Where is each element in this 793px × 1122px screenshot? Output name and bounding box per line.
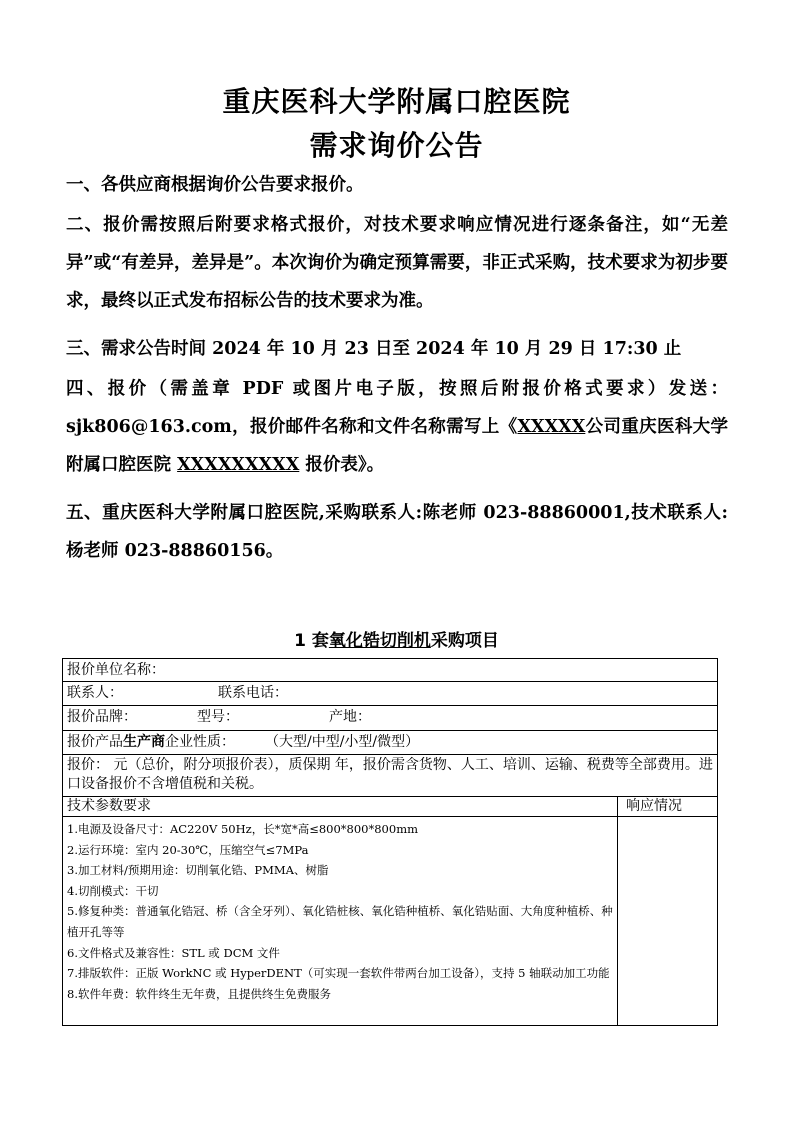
table-title-prefix: 1 套 [294,631,329,651]
spec-item: 5.修复种类：普通氧化锆冠、桥（含全牙列）、氧化锆桩核、氧化锆种植桥、氧化锆贴面、大角度种植桥、种植开孔等等 [67,904,613,939]
brand-label: 报价品牌： [67,709,137,725]
nature-options: （大型/中型/小型/微型） [265,734,420,750]
price-text: 报价： 元（总价，附分项报价表），质保期 年，报价需含货物、人工、培训、运输、税费等全部费用。进口设备报价不含增值税和关税。 [67,757,713,792]
quotation-form [62,658,718,1026]
response-column [618,817,717,1025]
contact-label: 联系人： [67,685,123,701]
company-placeholder: XXXXX [517,417,586,437]
spec-item: 8.软件年费：软件终生无年费，且提供终生免费服务 [67,986,331,1001]
phone-label: 联系电话： [218,685,288,701]
row-enterprise-nature [63,731,717,755]
row-brand [63,706,717,731]
response-header: 响应情况 [618,797,717,817]
notice-item-1: 一、各供应商根据询价公告要求报价。 [66,175,364,195]
table-title-suffix: 采购项目 [430,631,499,651]
spec-item: 2.运行环境：室内 20-30℃，压缩空气≤7MPa [67,842,309,857]
row-unit-name [63,659,717,682]
spec-item: 7.排版软件：正版 WorkNC 或 HyperDENT（可实现一套软件带两台加工设备），支持 5 轴联动加工功能 [67,966,610,981]
nature-label-c: 企业性质： [165,734,235,750]
row-price [63,755,717,797]
spec-item: 6.文件格式及兼容性：STL 或 DCM 文件 [67,945,280,960]
spec-item: 4.切削模式：干切 [67,883,159,898]
notice-item-3: 三、需求公告时间 2024 年 10 月 23 日至 2024 年 10 月 29 日 17:30 止 [66,339,682,359]
spec-list [63,817,618,1025]
notice-item-4-text-c: 报价表》。 [299,455,385,475]
notice-item-4 [66,370,728,484]
table-title [0,626,793,651]
notice-item-4-text-b: 公司重庆医科大学附属口腔医院 [66,417,728,475]
table-title-product: 氧化锆切削机 [328,631,431,651]
row-contact [63,682,717,706]
notice-item-5: 五、重庆医科大学附属口腔医院,采购联系人:陈老师 023-88860001,技术联系人:杨老师 023-88860156。 [66,503,728,561]
spec-item: 3.加工材料/预期用途：切削氧化锆、PMMA、树脂 [67,863,329,878]
spec-item: 1.电源及设备尺寸：AC220V 50Hz，长*宽*高≤800*800*800mm [67,822,419,836]
model-label: 型号： [197,709,239,725]
notice-item-4-text-a: 四、报价（需盖章 PDF 或图片电子版，按照后附报价格式要求）发送：sjk806@163.com，报价邮件名称和文件名称需写上《 [66,379,728,437]
unit-name-label: 报价单位名称： [67,662,165,678]
nature-label-a: 报价产品 [67,734,123,750]
page-title: 重庆医科大学附属口腔医院 [222,85,571,118]
item-placeholder: XXXXXXXXX [177,455,300,475]
origin-label: 产地： [329,709,371,725]
page-subtitle: 需求询价公告 [309,129,484,162]
nature-label-b: 生产商 [123,734,165,750]
notice-item-2: 二、报价需按照后附要求格式报价，对技术要求响应情况进行逐条备注，如“无差异”或“有差异，差异是”。本次询价为确定预算需要，非正式采购，技术要求为初步要求，最终以正式发布招标公告的技术要求为准。 [66,215,728,311]
spec-header: 技术参数要求 [63,797,618,817]
